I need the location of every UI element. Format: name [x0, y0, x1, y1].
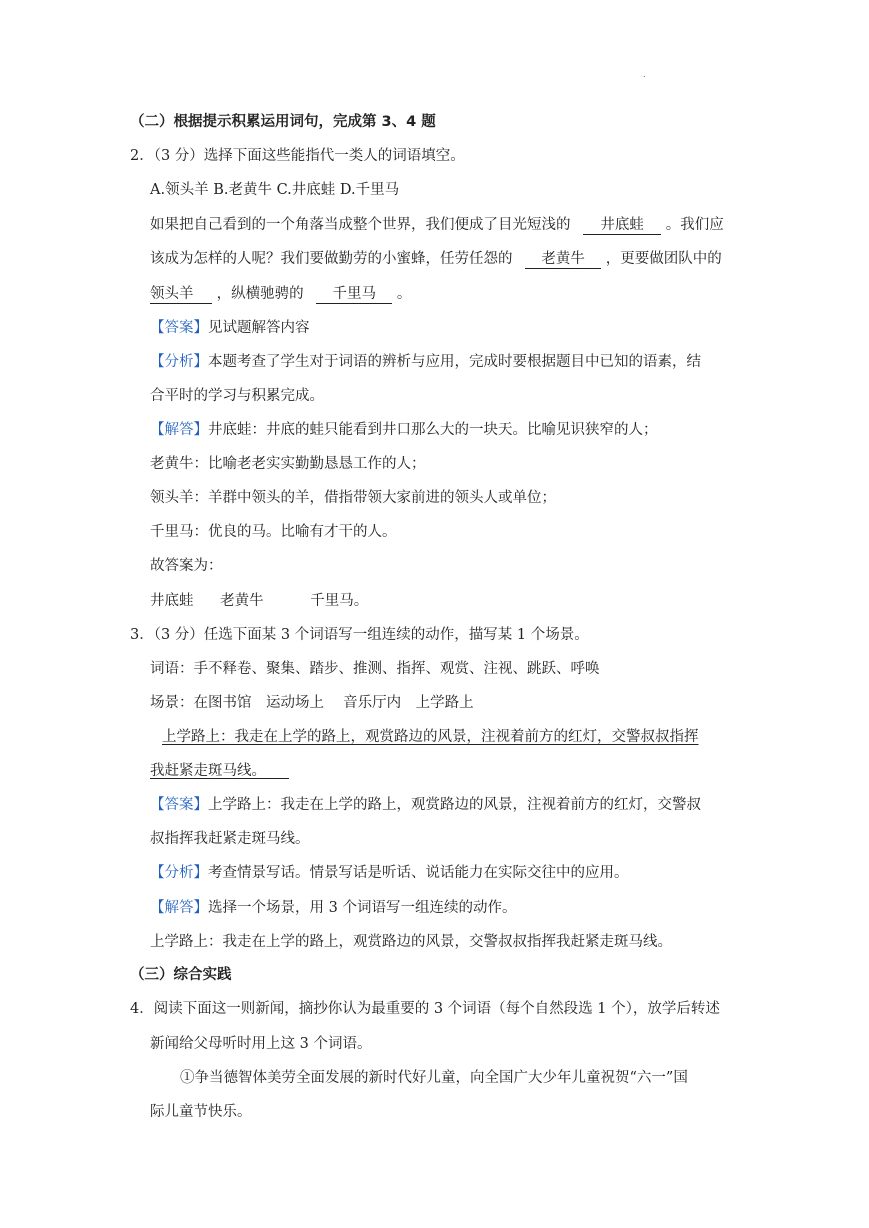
q3-words: 词语：手不释卷、聚集、踏步、推测、指挥、观赏、注视、跳跃、呼唤: [150, 661, 600, 677]
blank-4: 千里马: [316, 285, 392, 304]
q3-stem: 3．（3 分）任选下面某 3 个词语写一组连续的动作，描写某 1 个场景。: [130, 627, 589, 643]
solution-text: 选择一个场景，用 3 个词语写一组连续的动作。: [208, 900, 517, 916]
q3-written-line-1: 上学路上：我走在上学的路上，观赏路边的风景，注视着前方的红灯，交警叔叔指挥: [162, 729, 699, 745]
written-text-2: 我赶紧走斑马线。: [150, 763, 266, 779]
analysis-tag: 【分析】: [150, 865, 208, 881]
answer-tag: 【答案】: [150, 797, 208, 813]
q4-news-line-2: 际儿童节快乐。: [150, 1104, 252, 1120]
q2-p3-text-a: ，纵横驰骋的: [216, 286, 304, 302]
q3-solution: [150, 898, 516, 918]
q2-p2-text-a: 该成为怎样的人呢？我们要做勤劳的小蜜蜂，任劳任怨的: [150, 251, 513, 267]
written-underline-tail: [266, 763, 289, 779]
q2-answer: [150, 318, 310, 338]
section-title-2: （二）根据提示积累运用词句，完成第 3、4 题: [130, 114, 436, 130]
q2-options: A.领头羊 B.老黄牛 C.井底蛙 D.千里马: [150, 182, 400, 198]
q2-p2-text-b: ，更要做团队中的: [605, 251, 722, 267]
q2-solution-line-1: [150, 420, 658, 440]
q3-analysis: [150, 863, 629, 883]
q2-final-answers: [150, 591, 368, 611]
section-title-3: （三）综合实践: [130, 967, 232, 983]
answer-text: 见试题解答内容: [208, 320, 310, 336]
analysis-tag: 【分析】: [150, 354, 208, 370]
header-dot: .: [643, 70, 646, 79]
analysis-text: 本题考查了学生对于词语的辨析与应用，完成时要根据题目中已知的语素，结: [208, 354, 701, 370]
q4-stem-line-2: 新闻给父母听时用上这 3 个词语。: [150, 1036, 372, 1052]
blank-1: 井底蛙: [583, 216, 661, 235]
q2-analysis-line-2: 合平时的学习与积累完成。: [150, 388, 324, 404]
blank-3: 领头羊: [150, 285, 212, 304]
q2-solution-line-4: 千里马：优良的马。比喻有才干的人。: [150, 524, 397, 540]
q2-paragraph-line-1: [150, 215, 724, 235]
final-answer-2: 老黄牛: [220, 593, 264, 609]
solution-tag: 【解答】: [150, 422, 208, 438]
q2-p3-text-b: 。: [396, 286, 412, 302]
q3-answer-line-2: 叔指挥我赶紧走斑马线。: [150, 831, 310, 847]
q4-stem-line-1: 4．阅读下面这一则新闻，摘抄你认为最重要的 3 个词语（每个自然段选 1 个），放学后转述: [130, 1001, 720, 1017]
q2-solution-line-2: 老黄牛：比喻老老实实勤勤恳恳工作的人；: [150, 456, 426, 472]
q3-answer-line-1: [150, 795, 701, 815]
q2-stem: 2．（3 分）选择下面这些能指代一类人的词语填空。: [130, 148, 465, 164]
q3-written-line-2: [150, 761, 289, 781]
q2-paragraph-line-3: [150, 284, 411, 304]
q2-p1-text-a: 如果把自己看到的一个角落当成整个世界，我们便成了目光短浅的: [150, 217, 571, 233]
solution-tag: 【解答】: [150, 900, 208, 916]
q3-solution-example: 上学路上：我走在上学的路上，观赏路边的风景，交警叔叔指挥我赶紧走斑马线。: [150, 934, 672, 950]
q2-solution-line-5: 故答案为：: [150, 558, 223, 574]
q4-news-line-1: ①争当德智体美劳全面发展的新时代好儿童，向全国广大少年儿童祝贺“六一”国: [180, 1070, 688, 1086]
q3-scenes: 场景：在图书馆 运动场上 音乐厅内 上学路上: [150, 695, 474, 711]
blank-2: 老黄牛: [525, 250, 601, 269]
solution-text: 井底蛙：井底的蛙只能看到井口那么大的一块天。比喻见识狭窄的人；: [208, 422, 658, 438]
q2-p1-text-b: 。我们应: [665, 217, 724, 233]
analysis-text: 考查情景写话。情景写话是听话、说话能力在实际交往中的应用。: [208, 865, 629, 881]
answer-tag: 【答案】: [150, 320, 208, 336]
q2-solution-line-3: 领头羊：羊群中领头的羊，借指带领大家前进的领头人或单位；: [150, 490, 556, 506]
q2-paragraph-line-2: [150, 249, 722, 269]
final-answer-1: 井底蛙: [150, 593, 194, 609]
answer-text: 上学路上：我走在上学的路上，观赏路边的风景，注视着前方的红灯，交警叔: [208, 797, 701, 813]
final-answer-3: 千里马。: [310, 593, 369, 609]
q2-analysis-line-1: [150, 352, 701, 372]
